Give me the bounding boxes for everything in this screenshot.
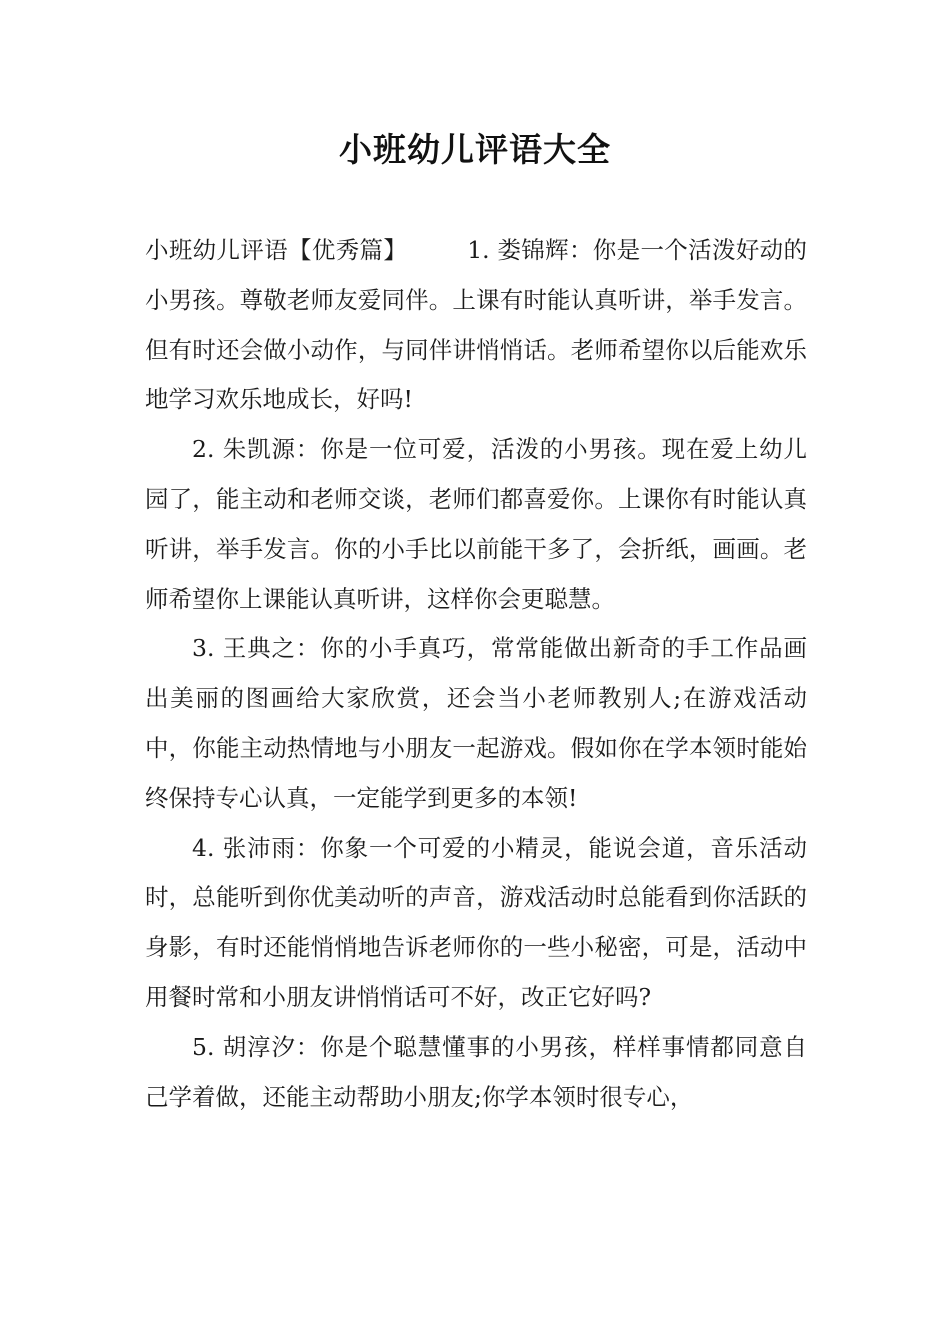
- paragraph-1-text: 1. 娄锦辉：你是一个活泼好动的小男孩。尊敬老师友爱同伴。上课有时能认真听讲，举手发言。但有时还会做小动作，与同伴讲悄悄话。老师希望你以后能欢乐地学习欢乐地成长，好吗!: [145, 236, 807, 414]
- paragraph-3: 3. 王典之：你的小手真巧，常常能做出新奇的手工作品画出美丽的图画给大家欣赏，还会当小老师教别人;在游戏活动中，你能主动热情地与小朋友一起游戏。假如你在学本领时能始终保持专心认真，一定能学到更多的本领!: [145, 634, 807, 812]
- paragraph-4: 4. 张沛雨：你象一个可爱的小精灵，能说会道，音乐活动时，总能听到你优美动听的声音，游戏活动时总能看到你活跃的身影，有时还能悄悄地告诉老师你的一些小秘密，可是，活动中用餐时常和小朋友讲悄悄话可不好，改正它好吗?: [145, 833, 807, 1011]
- paragraph-2: 2. 朱凯源：你是一位可爱，活泼的小男孩。现在爱上幼儿园了，能主动和老师交谈，老师们都喜爱你。上课你有时能认真听讲，举手发言。你的小手比以前能干多了，会折纸，画画。老师希望你上课能认真听讲，这样你会更聪慧。: [145, 435, 807, 613]
- paragraph-1: [145, 226, 807, 425]
- paragraph-5: 5. 胡淳汐：你是个聪慧懂事的小男孩，样样事情都同意自己学着做，还能主动帮助小朋友;你学本领时很专心，: [145, 1032, 807, 1111]
- document-title: 小班幼儿评语大全: [339, 130, 611, 169]
- section-heading: 小班幼儿评语【优秀篇】: [145, 236, 408, 264]
- document-body: [145, 226, 807, 1122]
